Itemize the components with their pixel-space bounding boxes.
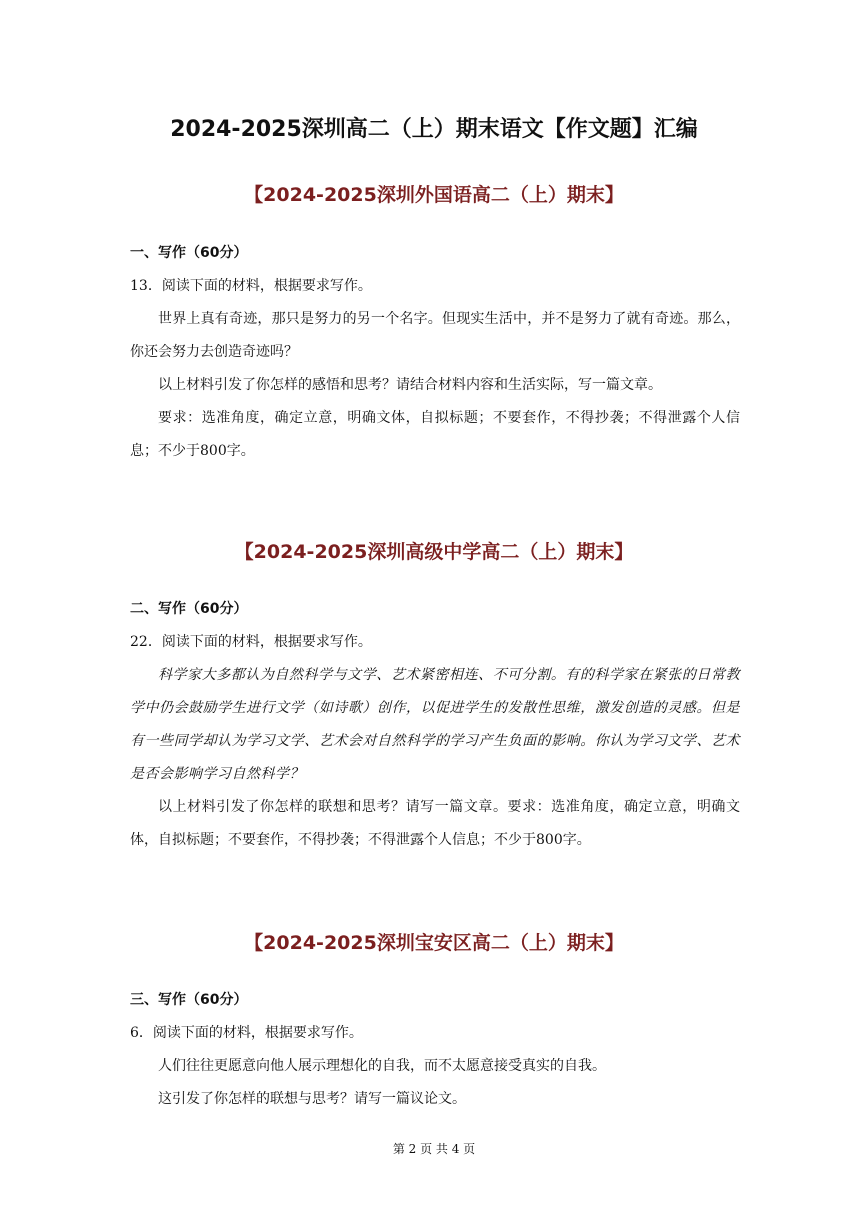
part-label-3: 三、写作（60分） [130, 992, 248, 1008]
prompt-3: 这引发了你怎样的联想与思考？请写一篇议论文。 [158, 1091, 466, 1107]
material-1: 世界上真有奇迹，那只是努力的另一个名字。但现实生活中，并不是努力了就有奇迹。那么，你还会努力去创造奇迹吗？ [130, 311, 740, 360]
section-heading-2: 【2024-2025深圳高级中学高二（上）期末】 [234, 541, 634, 563]
section-heading-3: 【2024-2025深圳宝安区高二（上）期末】 [244, 932, 624, 954]
requirements-1: 要求：选准角度，确定立意，明确文体，自拟标题；不要套作，不得抄袭；不得泄露个人信息；不少于800字。 [130, 410, 740, 459]
question-1: 13．阅读下面的材料，根据要求写作。 [130, 278, 372, 294]
part-label-1: 一、写作（60分） [130, 245, 248, 261]
prompt-2: 以上材料引发了你怎样的联想和思考？请写一篇文章。要求：选准角度，确定立意，明确文体，自拟标题；不要套作，不得抄袭；不得泄露个人信息；不少于800字。 [130, 799, 740, 848]
page-footer: 第 2 页 共 4 页 [392, 1142, 476, 1156]
section-heading-1: 【2024-2025深圳外国语高二（上）期末】 [244, 184, 624, 206]
prompt-1: 以上材料引发了你怎样的感悟和思考？请结合材料内容和生活实际，写一篇文章。 [158, 377, 662, 393]
material-2: 科学家大多都认为自然科学与文学、艺术紧密相连、不可分割。有的科学家在紧张的日常教学中仍会鼓励学生进行文学（如诗歌）创作，以促进学生的发散性思维，激发创造的灵感。但是有一些同学却认为学习文学、艺术会对自然科学的学习产生负面的影响。你认为学习文学、艺术是否会影响学习自然科学？ [130, 667, 740, 782]
document-title: 2024-2025深圳高二（上）期末语文【作文题】汇编 [170, 117, 698, 142]
question-3: 6．阅读下面的材料，根据要求写作。 [130, 1025, 363, 1041]
question-2: 22．阅读下面的材料，根据要求写作。 [130, 634, 372, 650]
material-3: 人们往往更愿意向他人展示理想化的自我，而不太愿意接受真实的自我。 [158, 1058, 606, 1074]
part-label-2: 二、写作（60分） [130, 601, 248, 617]
